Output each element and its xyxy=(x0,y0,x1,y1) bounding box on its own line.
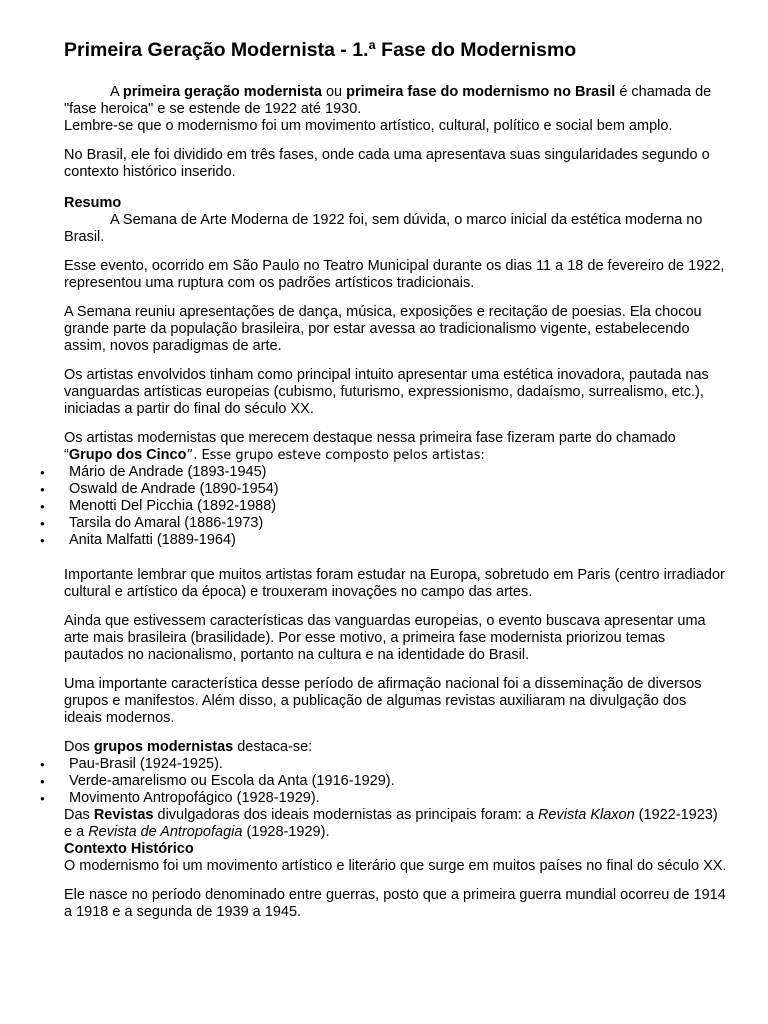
intro-text: A xyxy=(110,84,123,100)
paragraph-text: destaca-se: xyxy=(233,739,313,755)
section-heading-contexto: Contexto Histórico xyxy=(64,841,194,857)
artists-list xyxy=(64,464,728,549)
paragraph-grupos xyxy=(64,739,728,756)
paragraph-text: Das xyxy=(64,807,94,823)
paragraph-text: ”. Esse grupo esteve composto pelos artistas: xyxy=(186,448,485,463)
intro-text: Lembre-se que o modernismo foi um movimento artístico, cultural, político e social bem amplo. xyxy=(64,118,673,134)
paragraph-afirmacao: Uma importante característica desse período de afirmação nacional foi a disseminação de diversos grupos e manifestos. Além disso, a publicação de algumas revistas auxiliaram na divulgação dos ideais modernos. xyxy=(64,676,702,726)
paragraph-evento: Esse evento, ocorrido em São Paulo no Teatro Municipal durante os dias 11 a 18 de fevereiro de 1922, representou uma ruptura com os padrões artísticos tradicionais. xyxy=(64,258,725,291)
paragraph-europa: Importante lembrar que muitos artistas foram estudar na Europa, sobretudo em Paris (centro irradiador cultural e artístico da época) e trouxeram inovações no campo das artes. xyxy=(64,567,725,600)
intro-bold-1: primeira geração modernista xyxy=(122,84,322,100)
list-item: ● Verde-amarelismo ou Escola da Anta (1916-1929). xyxy=(64,773,728,790)
paragraph-text: divulgadoras dos ideais modernistas as principais foram: a xyxy=(153,807,538,823)
paragraph-grupo xyxy=(64,430,728,464)
revista-klaxon: Revista Klaxon xyxy=(537,807,635,823)
list-item: ● Anita Malfatti (1889-1964) xyxy=(64,532,728,549)
grupo-dos-cinco: Grupo dos Cinco xyxy=(68,447,187,463)
list-item: ● Tarsila do Amaral (1886-1973) xyxy=(64,515,728,532)
list-item: ● Mário de Andrade (1893-1945) xyxy=(64,464,728,481)
list-item: ● Pau-Brasil (1924-1925). xyxy=(64,756,728,773)
groups-list xyxy=(64,756,728,807)
paragraph-text: (1922-1923) e a xyxy=(64,807,718,840)
intro-text: é chamada de "fase heroica" e se estende de 1922 até 1930. xyxy=(64,84,712,117)
paragraph-text: Os artistas modernistas que merecem destaque nessa primeira fase fizeram parte do chamado “ xyxy=(64,430,676,463)
paragraph-semana xyxy=(64,212,728,246)
spacer xyxy=(64,549,728,567)
list-item: ● Oswald de Andrade (1890-1954) xyxy=(64,481,728,498)
paragraph-guerras: Ele nasce no período denominado entre guerras, posto que a primeira guerra mundial ocorreu de 1914 a 1918 e a segunda de 1939 a 1945. xyxy=(64,887,726,920)
revistas-bold: Revistas xyxy=(93,807,154,823)
list-item: ● Movimento Antropofágico (1928-1929). xyxy=(64,790,728,807)
intro-paragraph xyxy=(64,84,728,135)
paragraph-text: A Semana de Arte Moderna de 1922 foi, sem dúvida, o marco inicial da estética moderna no Brasil. xyxy=(64,212,703,245)
section-heading-resumo: Resumo xyxy=(64,195,122,211)
paragraph-vanguardas: Ainda que estivessem características das vanguardas europeias, o evento buscava apresentar uma arte mais brasileira (brasilidade). Por esse motivo, a primeira fase modernista priorizou temas pautados no nacionalismo, portanto na cultura e na identidade do Brasil. xyxy=(64,613,706,663)
intro-bold-2: primeira fase do modernismo no Brasil xyxy=(346,84,616,100)
paragraph-fases: No Brasil, ele foi dividido em três fases, onde cada uma apresentava suas singularidades segundo o contexto histórico inserido. xyxy=(64,147,710,180)
paragraph-contexto: O modernismo foi um movimento artístico e literário que surge em muitos países no final do século XX. xyxy=(64,858,727,874)
revista-antropofagia: Revista de Antropofagia xyxy=(88,824,243,840)
paragraph-revistas xyxy=(64,807,728,841)
list-item: ● Menotti Del Picchia (1892-1988) xyxy=(64,498,728,515)
paragraph-text: Dos xyxy=(64,739,94,755)
intro-text: ou xyxy=(321,84,347,100)
paragraph-reuniu: A Semana reuniu apresentações de dança, música, exposições e recitação de poesias. Ela chocou grande parte da população brasileira, por estar avessa ao tradicionalismo vigente, estabelecendo assim, novos paradigmas de arte. xyxy=(64,304,702,354)
paragraph-text: (1928-1929). xyxy=(242,824,330,840)
grupos-modernistas: grupos modernistas xyxy=(93,739,234,755)
page-title: Primeira Geração Modernista - 1.ª Fase do Modernismo xyxy=(64,39,577,61)
paragraph-artistas: Os artistas envolvidos tinham como principal intuito apresentar uma estética inovadora, pautada nas vanguardas artísticas europeias (cubismo, futurismo, expressionismo, dadaísmo, surrealismo, etc.), iniciadas a partir do final do século XX. xyxy=(64,367,709,417)
